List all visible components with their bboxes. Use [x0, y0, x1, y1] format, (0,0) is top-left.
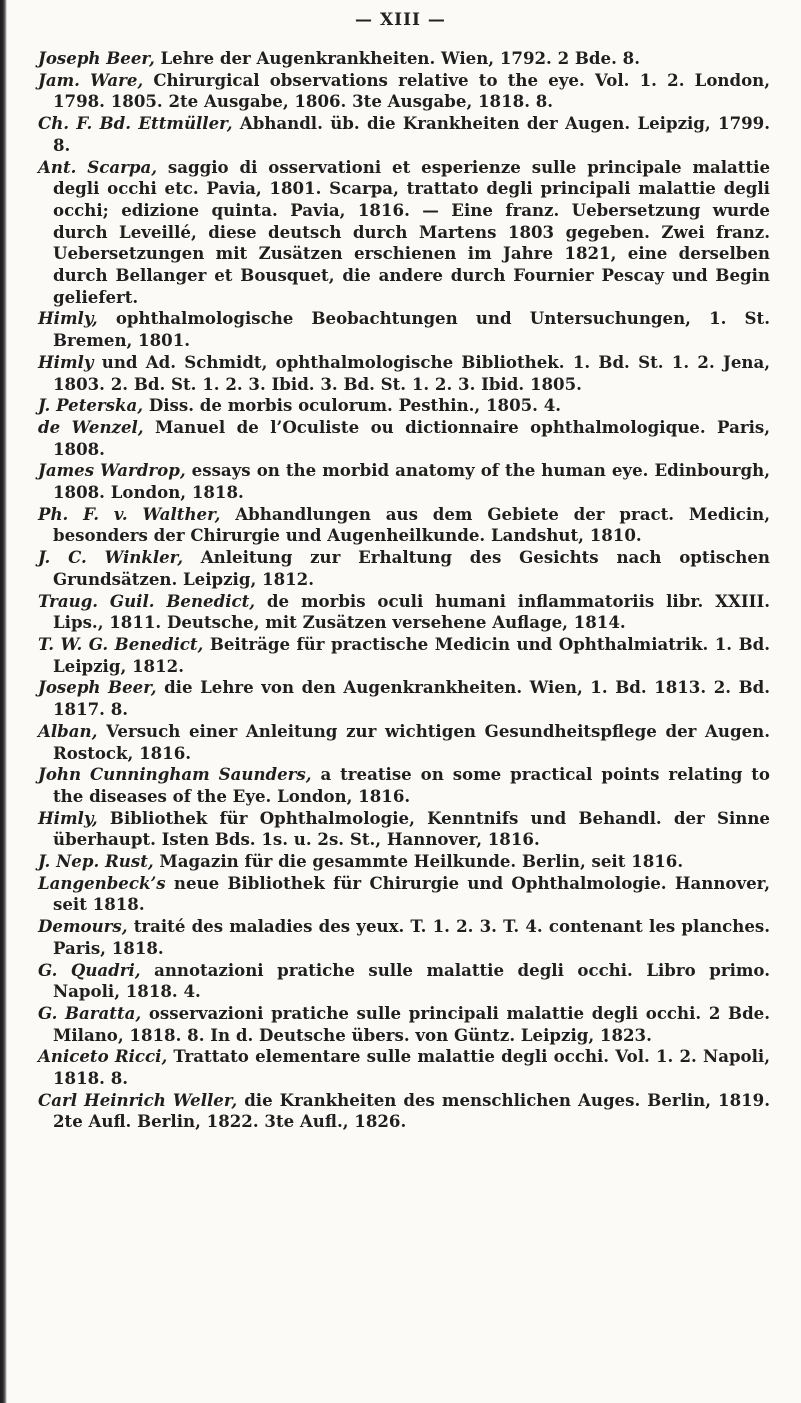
entry-text: de morbis oculi humani inflammatoriis libr. XXIII. Lips., 1811. Deutsche, mit Zusätzen versehene Auflage, 1814.: [53, 590, 770, 633]
bibliography-entry: [38, 1090, 770, 1133]
entry-text: neue Bibliothek für Chirurgie und Ophthalmologie. Hannover, seit 1818.: [53, 872, 770, 915]
bibliography-entry: [38, 764, 770, 807]
entry-text: Chirurgical observations relative to the eye. Vol. 1. 2. London, 1798. 1805. 2te Ausgabe, 1806. 3te Ausgabe, 1818. 8.: [53, 69, 770, 112]
bibliography-entry: [38, 395, 770, 417]
bibliography-entry: [38, 1046, 770, 1089]
entry-author: Ch. F. Bd. Ettmüller,: [38, 113, 233, 134]
entry-text: Manuel de l’Oculiste ou dictionnaire ophthalmologique. Paris, 1808.: [53, 416, 771, 459]
bibliography-entry: [38, 721, 770, 764]
entry-author: Demours,: [38, 916, 128, 937]
page-number-header: — XIII —: [355, 10, 446, 30]
entry-text: a treatise on some practical points relating to the diseases of the Eye. London, 1816.: [53, 764, 771, 806]
entry-author: Carl Heinrich Weller,: [38, 1089, 238, 1110]
entry-author: James Wardrop,: [38, 460, 186, 481]
entry-text: essays on the morbid anatomy of the human eye. Edinbourgh, 1808. London, 1818.: [53, 460, 770, 503]
bibliography-entry: [38, 460, 770, 503]
bibliography-entry: [38, 157, 770, 309]
entry-author: J. Peterska,: [38, 395, 144, 416]
entry-text: und Ad. Schmidt, ophthalmologische Bibliothek. 1. Bd. St. 1. 2. Jena, 1803. 2. Bd. St. 1. 2. 3. Ibid. 3. Bd. St. 1. 2. 3. Ibid. 1805.: [53, 351, 770, 394]
page-edge-shadow: [0, 0, 7, 1403]
entry-author: Langenbeck’s: [38, 872, 166, 893]
entry-author: Ph. F. v. Walther,: [38, 503, 221, 524]
entry-author: Alban,: [38, 720, 98, 741]
entry-author: Jam. Ware,: [38, 69, 144, 90]
entry-text: Abhandl. üb. die Krankheiten der Augen. Leipzig, 1799. 8.: [53, 113, 770, 155]
bibliography-entry: [38, 504, 770, 547]
bibliography-entry: [38, 352, 770, 395]
entry-text: Magazin für die gesammte Heilkunde. Berlin, seit 1816.: [153, 851, 684, 872]
entry-author: Himly,: [38, 308, 98, 329]
entry-text: Versuch einer Anleitung zur wichtigen Gesundheitspflege der Augen. Rostock, 1816.: [53, 720, 770, 763]
entry-text: Abhandlungen aus dem Gebiete der pract. Medicin, besonders der Chirurgie und Augenheilkunde. Landshut, 1810.: [53, 503, 770, 546]
bibliography-entry: [38, 547, 770, 590]
entry-author: Himly,: [38, 807, 98, 828]
bibliography-entry: [38, 70, 770, 113]
entry-text: Lehre der Augenkrankheiten. Wien, 1792. 2 Bde. 8.: [154, 48, 640, 68]
bibliography-entry: [38, 634, 770, 677]
bibliography-entry: [38, 873, 770, 916]
entry-text: traité des maladies des yeux. T. 1. 2. 3. T. 4. contenant les planches. Paris, 1818.: [53, 916, 770, 958]
bibliography-entry: [38, 916, 770, 959]
entry-author: Aniceto Ricci,: [38, 1046, 168, 1067]
entry-text: annotazioni pratiche sulle malattie degli occhi. Libro primo. Napoli, 1818. 4.: [53, 959, 770, 1002]
entry-author: Ant. Scarpa,: [38, 156, 157, 177]
entry-text: Trattato elementare sulle malattie degli occhi. Vol. 1. 2. Napoli, 1818. 8.: [53, 1046, 770, 1089]
entry-text: Diss. de morbis oculorum. Pesthin., 1805. 4.: [143, 395, 562, 416]
entry-author: Traug. Guil. Benedict,: [38, 590, 256, 611]
entry-author: T. W. G. Benedict,: [38, 633, 204, 654]
bibliography-entry: [38, 677, 770, 720]
entry-text: ophthalmologische Beobachtungen und Untersuchungen, 1. St. Bremen, 1801.: [53, 308, 770, 351]
bibliography-entry: [38, 591, 770, 634]
entry-author: G. Quadri,: [38, 959, 141, 980]
entry-author: Himly: [38, 351, 94, 372]
bibliography-entry: [38, 308, 770, 351]
bibliography-entry: [38, 113, 770, 156]
entry-author: John Cunningham Saunders,: [38, 764, 312, 785]
entry-author: J. C. Winkler,: [38, 547, 183, 568]
entry-text: die Krankheiten des menschlichen Auges. Berlin, 1819. 2te Aufl. Berlin, 1822. 3te Aufl., 1826.: [53, 1089, 771, 1132]
entry-text: saggio di osservationi et esperienze sulle principale malattie degli occhi etc. Pavia, 1801. Scarpa, trattato degli principali malattie degli occhi; edizione quinta. Pavia, 1816. — Eine franz. Uebersetzung wurde durch Leveillé, diese deutsch durch Martens 1803 gegeben. Zwei franz. Uebersetzungen mit Zusätzen erschienen im Jahre 1821, eine derselben durch Bellanger et Bousquet, die andere durch Fournier Pescay und Begin geliefert.: [53, 156, 770, 307]
entry-text: osservazioni pratiche sulle principali malattie degli occhi. 2 Bde. Milano, 1818. 8. In d. Deutsche übers. von Güntz. Leipzig, 1823.: [53, 1002, 771, 1045]
bibliography-entry: [38, 808, 770, 851]
entry-author: Joseph Beer,: [38, 48, 155, 68]
entry-text: die Lehre von den Augenkrankheiten. Wien, 1. Bd. 1813. 2. Bd. 1817. 8.: [53, 677, 770, 720]
bibliography-list: [38, 48, 770, 1133]
bibliography-entry: [38, 417, 770, 460]
entry-text: Anleitung zur Erhaltung des Gesichts nach optischen Grundsätzen. Leipzig, 1812.: [53, 547, 770, 589]
entry-author: Joseph Beer,: [38, 677, 157, 698]
entry-text: Bibliothek für Ophthalmologie, Kenntnifs und Behandl. der Sinne überhaupt. Isten Bds. 1s. u. 2s. St., Hannover, 1816.: [53, 807, 770, 850]
entry-text: Beiträge für practische Medicin und Ophthalmiatrik. 1. Bd. Leipzig, 1812.: [53, 633, 770, 676]
entry-author: de Wenzel,: [38, 416, 144, 437]
entry-author: G. Baratta,: [38, 1002, 142, 1023]
bibliography-entry: [38, 851, 770, 873]
bibliography-entry: [38, 48, 770, 70]
entry-author: J. Nep. Rust,: [38, 851, 154, 872]
bibliography-entry: [38, 960, 770, 1003]
bibliography-entry: [38, 1003, 770, 1046]
